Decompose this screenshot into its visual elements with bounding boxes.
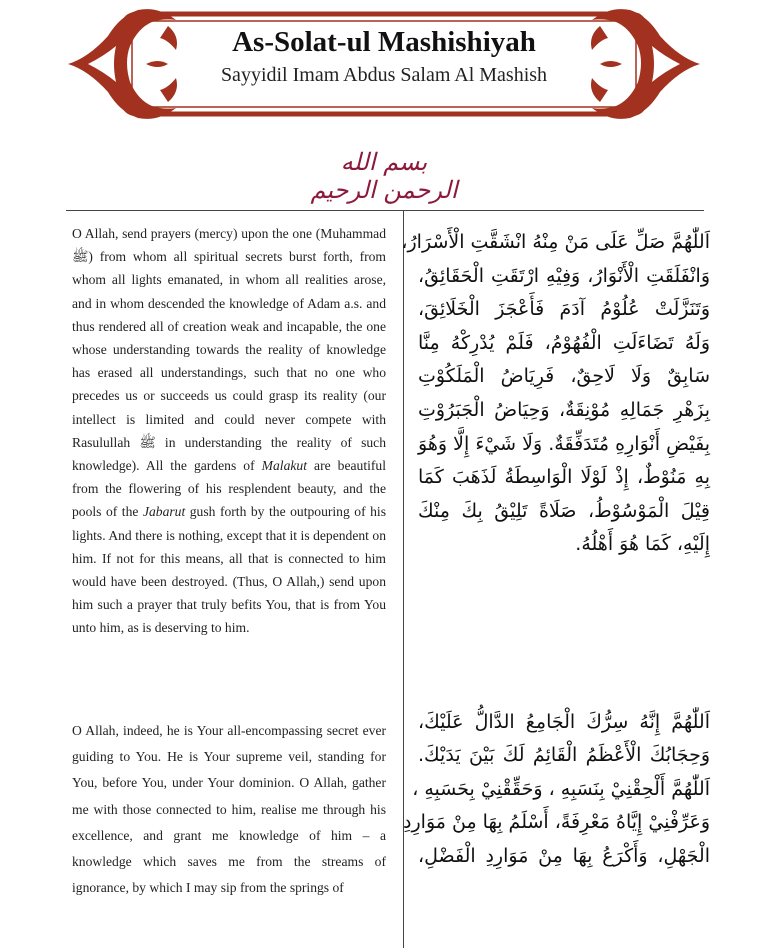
arabic-line: وَلَهُ تَضَاءَلَتِ الْفُهُوْمُ، فَلَمْ يُدْرِكْهُ مِنَّا <box>418 331 710 354</box>
arabic-line: بِهِ مَنُوْطٌ، إِذْ لَوْلَا الْوَاسِطَةُ لَذَهَبَ كَمَا <box>418 466 710 489</box>
horizontal-divider <box>66 210 704 211</box>
page-title: As-Solat-ul Mashishiyah <box>232 26 536 58</box>
page-subtitle: Sayyidil Imam Abdus Salam Al Mashish <box>220 64 548 86</box>
arabic-line: اَللّٰهُمَّ صَلِّ عَلَى مَنْ مِنْهُ انْشَقَّتِ الْأَسْرَارُ، <box>401 231 710 253</box>
arabic-paragraph-1 <box>401 226 710 562</box>
arabic-line: وَانْفَلَقَتِ الْأَنْوَارُ، وَفِيْهِ ارْتَقَتِ الْحَقَائِقُ، <box>418 264 710 287</box>
english-paragraph-2: O Allah, indeed, he is Your all-encompassing secret ever guiding to You. He is Your supreme veil, standing for You, before You, under Your dominion. O Allah, gather me with those connected to him, realise me through his excellence, and grant me knowledge of him – a knowledge which saves me from the streams of ignorance, by which I may sip from the springs of <box>72 723 386 896</box>
arabic-line: اَللّٰهُمَّ أَلْحِقْنِيْ بِنَسَبِهِ ، وَحَقِّقْنِيْ بِحَسَبِهِ ، <box>412 777 710 800</box>
italic-term: Malakut <box>261 458 307 474</box>
arabic-line: وَعَرِّفْنِيْ إِيَّاهُ مَعْرِفَةً، أَسْلَمُ بِهَا مِنْ مَوَارِدِ <box>403 811 710 834</box>
arabic-line: بِزَهْرِ جَمَالِهِ مُوْنِقَةٌ، وَحِيَاضُ الْجَبَرُوْتِ <box>418 398 710 421</box>
arabic-line: إِلَيْهِ، كَمَا هُوَ أَهْلُهُ. <box>575 533 710 556</box>
arabic-line: اَللّٰهُمَّ إِنَّهُ سِرُّكَ الْجَامِعُ الدَّالُّ عَلَيْكَ، <box>418 711 710 733</box>
english-paragraph-1: O Allah, send prayers (mercy) upon the one (Muhammad ﷺ) from whom all spiritual secrets burst forth, from whom all lights emanated, in whom all realities arose, and in whom descended the knowledge of Adam a.s. and thus rendered all of creation weak and incapable, the one whose understanding towards the reality of knowledge has erased all understandings, such that no one who precedes us or succeeds us could grasp its reality (our intellect is limited and could never compete with Rasulullah ﷺ in understanding the reality of such knowledge). All the gardens of Malakut are beautiful from the flowering of his resplendent beauty, and the pools of the Jabarut gush forth by the outpouring of his lights. And there is nothing, except that it is dependent on him. If not for this means, all that is connected to him would have been destroyed. (Thus, O Allah,) send upon him such a prayer that truly befits You, that is from You unto him, as is deserving to him. <box>72 226 386 636</box>
header-banner <box>68 6 700 122</box>
arabic-line: بِفَيْضِ أَنْوَارِهِ مُتَدَفِّقَةٌ. وَلَا شَيْءَ إِلَّا وَهُوَ <box>418 432 710 455</box>
arabic-line: سَابِقٌ وَلَا لَاحِقٌ، فَرِيَاضُ الْمَلَكُوْتِ <box>418 365 710 388</box>
arabic-line: قِيْلَ الْمَوْسُوْطُ، صَلَاةً تَلِيْقُ بِكَ مِنْكَ <box>418 499 710 522</box>
arabic-line: الْجَهْلِ، وَأَكْرَعُ بِهَا مِنْ مَوَارِدِ الْفَضْلِ، <box>418 844 710 867</box>
italic-term: Jabarut <box>142 504 186 520</box>
arabic-paragraph-2 <box>403 706 710 873</box>
arabic-line: وَحِجَابُكَ الْأَعْظَمُ الْقَائِمُ لَكَ بَيْنَ يَدَيْكَ. <box>418 744 710 767</box>
arabic-line: وَتَنَزَّلَتْ عُلُوْمُ آدَمَ فَأَعْجَزَ الْخَلَائِقَ، <box>418 298 710 321</box>
basmala-calligraphy: بسم الله الرحمن الرحيم <box>310 148 458 204</box>
